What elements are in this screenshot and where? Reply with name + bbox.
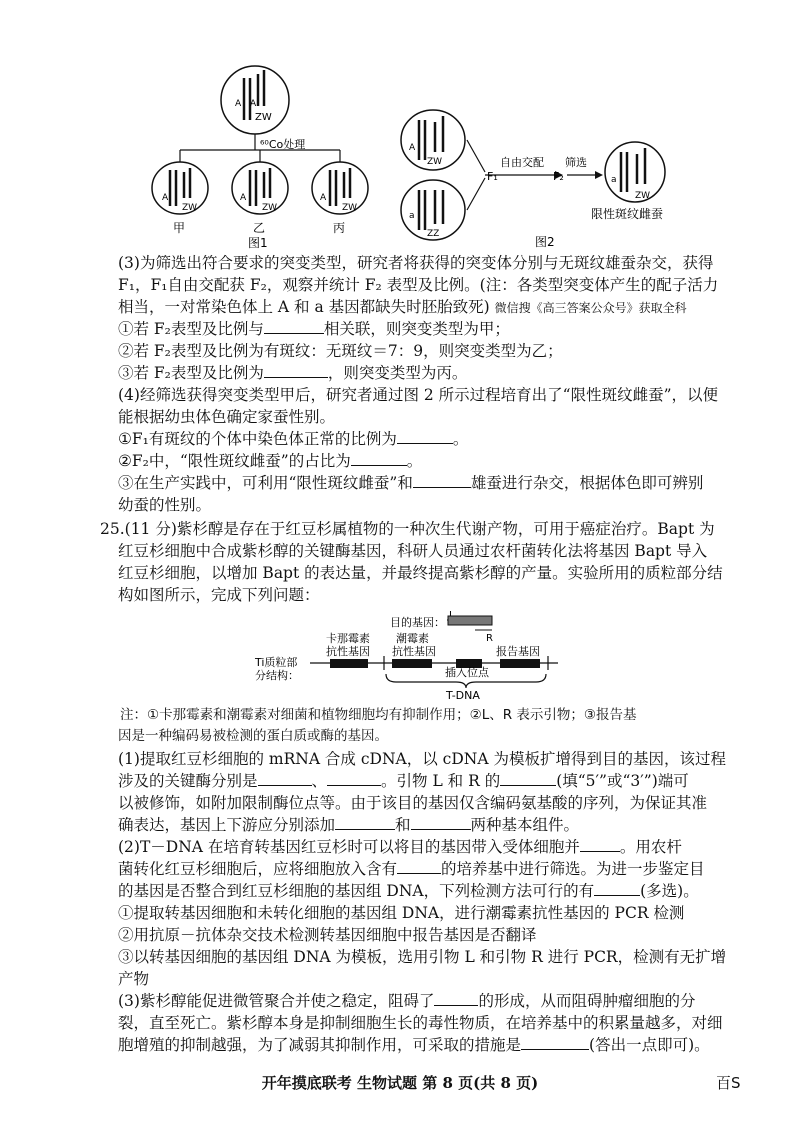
q24-p4-line2: 能根据幼虫体色确定家蚕性别。 bbox=[118, 408, 336, 426]
q25-option1: ①提取转基因细胞和未转化细胞的基因组 DNA，进行潮霉素抗性基因的 PCR 检测 bbox=[118, 904, 685, 922]
page-footer: 开年摸底联考 生物试题 第 8 页(共 8 页) bbox=[261, 1074, 539, 1092]
answer-blank[interactable] bbox=[500, 771, 556, 786]
gene-label: A bbox=[162, 193, 169, 203]
sex-chrom-label: ZW bbox=[342, 203, 358, 213]
kan-gene-block bbox=[330, 659, 368, 668]
answer-blank[interactable] bbox=[264, 363, 328, 378]
q24-item2: ②若 F₂表型及比例为有斑纹：无斑纹＝7：9，则突变类型为乙； bbox=[118, 342, 563, 360]
answer-blank[interactable] bbox=[258, 771, 312, 786]
figure-1-caption: 图1 bbox=[248, 236, 268, 250]
target-gene-bar bbox=[448, 616, 492, 625]
gene-label: A bbox=[320, 193, 327, 203]
q25-p2-line2: 菌转化红豆杉细胞后，应将细胞放入含有 的培养基中进行筛选。为进一步鉴定目 bbox=[118, 860, 705, 878]
q25-intro-line1: 25.(11 分)紫杉醇是存在于红豆杉属植物的一种次生代谢产物，可用于癌症治疗。Bapt 为 bbox=[100, 520, 715, 538]
free-mating-label: 自由交配 bbox=[500, 156, 544, 169]
result-label: 限性斑纹雌蚕 bbox=[591, 207, 664, 221]
sex-chrom-label: ZW bbox=[182, 203, 198, 213]
screen-label: 筛选 bbox=[565, 156, 587, 169]
f1-label: F₁ bbox=[487, 170, 498, 183]
hyg-gene-block bbox=[392, 659, 432, 668]
q25-p3-line2: 裂，直至死亡。紫杉醇本身是抑制细胞生长的毒性物质，在培养基中的积累量越多，对细 bbox=[118, 1014, 723, 1032]
q25-intro-line2: 红豆杉细胞中合成紫杉醇的关键酶基因，科研人员通过农杆菌转化法将基因 Bapt 导入 bbox=[118, 542, 708, 560]
q24-sub3-cont: 幼蚕的性别。 bbox=[118, 496, 212, 514]
label-bing: 丙 bbox=[333, 221, 346, 235]
mutant-cell-yi bbox=[232, 162, 288, 214]
gene-label: A bbox=[409, 143, 416, 153]
q25-p1-line1: (1)提取红豆杉细胞的 mRNA 合成 cDNA，以 cDNA 为模板扩增得到目的基因，该过程 bbox=[118, 750, 726, 768]
q25-p3-line3: 胞增殖的抑制越强，为了减弱其抑制作用，可采取的措施是 (答出一点即可)。 bbox=[118, 1036, 710, 1054]
hyg-label: 抗性基因 bbox=[392, 645, 436, 658]
q25-p1-line2: 涉及的关键酶分别是 、 。引物 L 和 R 的 (填“5′”或“3′”)端可 bbox=[118, 772, 689, 790]
kan-label: 抗性基因 bbox=[326, 645, 370, 658]
sex-chrom-label: ZW bbox=[635, 191, 651, 201]
figure-1 bbox=[140, 60, 380, 250]
label-jia: 甲 bbox=[173, 221, 186, 235]
figure-2 bbox=[395, 100, 695, 250]
answer-blank[interactable] bbox=[594, 881, 640, 896]
sex-chrom-label: ZW bbox=[262, 203, 278, 213]
q25-option2: ②用抗原－抗体杂交技术检测转基因细胞中报告基因是否翻译 bbox=[118, 926, 537, 944]
f2-label: F₂ bbox=[553, 170, 564, 183]
q24-p4-line1: (4)经筛选获得突变类型甲后，研究者通过图 2 所示过程培育出了“限性斑纹雌蚕”，以便 bbox=[118, 386, 719, 404]
q25-option3: ③以转基因细胞的基因组 DNA 为模板，选用引物 L 和引物 R 进行 PCR，检测有无扩增 bbox=[118, 948, 727, 966]
sex-chrom-label: ZZ bbox=[427, 229, 440, 239]
q24-sub2: ②F₂中，“限性斑纹雌蚕”的占比为 。 bbox=[118, 452, 423, 470]
q24-p3-line1: (3)为筛选出符合要求的突变类型，研究者将获得的突变体分别与无斑纹雄蚕杂交，获得 bbox=[118, 254, 714, 272]
reporter-label: 报告基因 bbox=[496, 645, 540, 658]
treatment-label: ⁶⁰Co处理 bbox=[260, 138, 306, 151]
q24-p3-line3: 相当，一对常染色体上 A 和 a 基因都缺失时胚胎致死) 微信搜《高三答案公众号》获取全科 bbox=[118, 298, 687, 316]
q25-intro-line3: 红豆杉细胞，以增加 Bapt 的表达量，并最终提高紫杉醇的产量。实验所用的质粒部分结 bbox=[118, 564, 723, 582]
gene-label: a bbox=[611, 175, 617, 185]
answer-blank[interactable] bbox=[335, 815, 395, 830]
q25-p1-line3: 以被修饰，如附加限制酶位点等。由于该目的基因仅含编码氨基酸的序列，为保证其准 bbox=[118, 794, 708, 812]
q25-intro-line4: 构如图所示，完成下列问题： bbox=[118, 586, 320, 604]
q25-p2-line3: 的基因是否整合到红豆杉细胞的基因组 DNA，下列检测方法可行的有 (多选)。 bbox=[118, 882, 699, 900]
q24-item1: ①若 F₂表型及比例与 相关联，则突变类型为甲； bbox=[118, 320, 510, 338]
q25-note-line2: 因是一种编码易被检测的蛋白质或酶的基因。 bbox=[118, 728, 388, 744]
primer-R-label: R bbox=[486, 633, 493, 644]
sex-chrom-label: ZW bbox=[255, 112, 272, 123]
label-yi: 乙 bbox=[253, 221, 266, 235]
watermark: 微信搜《高三答案公众号》获取全科 bbox=[494, 301, 687, 315]
answer-blank[interactable] bbox=[434, 991, 478, 1006]
q24-sub3: ③在生产实践中，可利用“限性斑纹雌蚕”和 雄蚕进行杂交，根据体色即可辨别 bbox=[118, 474, 704, 492]
figure-2-caption: 图2 bbox=[535, 235, 555, 249]
plasmid-diagram bbox=[250, 608, 570, 700]
q25-option3-cont: 产物 bbox=[118, 970, 150, 988]
ti-label: Ti质粒部 bbox=[255, 656, 298, 669]
hyg-label: 潮霉素 bbox=[396, 632, 429, 645]
gene-label: A bbox=[240, 193, 247, 203]
corner-mark: 百S bbox=[716, 1074, 741, 1092]
mutant-cell-bing bbox=[312, 162, 368, 214]
answer-blank[interactable] bbox=[521, 1035, 589, 1050]
q24-p3-line2: F₁，F₁自由交配获 F₂，观察并统计 F₂ 表型及比例。(注：各类型突变体产生的配子活力 bbox=[118, 276, 719, 294]
target-gene-label: 目的基因： bbox=[390, 616, 445, 629]
answer-blank[interactable] bbox=[397, 429, 453, 444]
sex-chrom-label: ZW bbox=[427, 157, 443, 167]
mutant-cell-jia bbox=[152, 162, 208, 214]
insert-site-label: 插入位点 bbox=[445, 666, 489, 679]
q24-item3: ③若 F₂表型及比例为 ，则突变类型为丙。 bbox=[118, 364, 468, 382]
answer-blank[interactable] bbox=[411, 815, 471, 830]
gene-label: A bbox=[250, 99, 257, 109]
reporter-gene-block bbox=[500, 659, 540, 668]
answer-blank[interactable] bbox=[351, 451, 407, 466]
tdna-label: T-DNA bbox=[446, 689, 480, 700]
gene-label: A bbox=[235, 99, 242, 109]
kan-label: 卡那霉素 bbox=[326, 632, 370, 645]
q25-p3-line1: (3)紫杉醇能促进微管聚合并使之稳定，阻碍了 的形成，从而阻碍肿瘤细胞的分 bbox=[118, 992, 696, 1010]
answer-blank[interactable] bbox=[397, 859, 441, 874]
ti-label: 分结构： bbox=[255, 669, 299, 682]
answer-blank[interactable] bbox=[327, 771, 381, 786]
answer-blank[interactable] bbox=[264, 319, 324, 334]
q25-note-line1: 注：①卡那霉素和潮霉素对细菌和植物细胞均有抑制作用；②L、R 表示引物；③报告基 bbox=[120, 707, 637, 723]
q25-p1-line4: 确表达，基因上下游应分别添加 和 两种基本组件。 bbox=[118, 816, 580, 834]
q25-p2-line1: (2)T－DNA 在培育转基因红豆杉时可以将目的基因带入受体细胞并 。用农杆 bbox=[118, 838, 682, 856]
answer-blank[interactable] bbox=[413, 473, 471, 488]
gene-label: a bbox=[409, 211, 415, 221]
answer-blank[interactable] bbox=[580, 837, 620, 852]
q24-sub1: ①F₁有斑纹的个体中染色体正常的比例为 。 bbox=[118, 430, 469, 448]
